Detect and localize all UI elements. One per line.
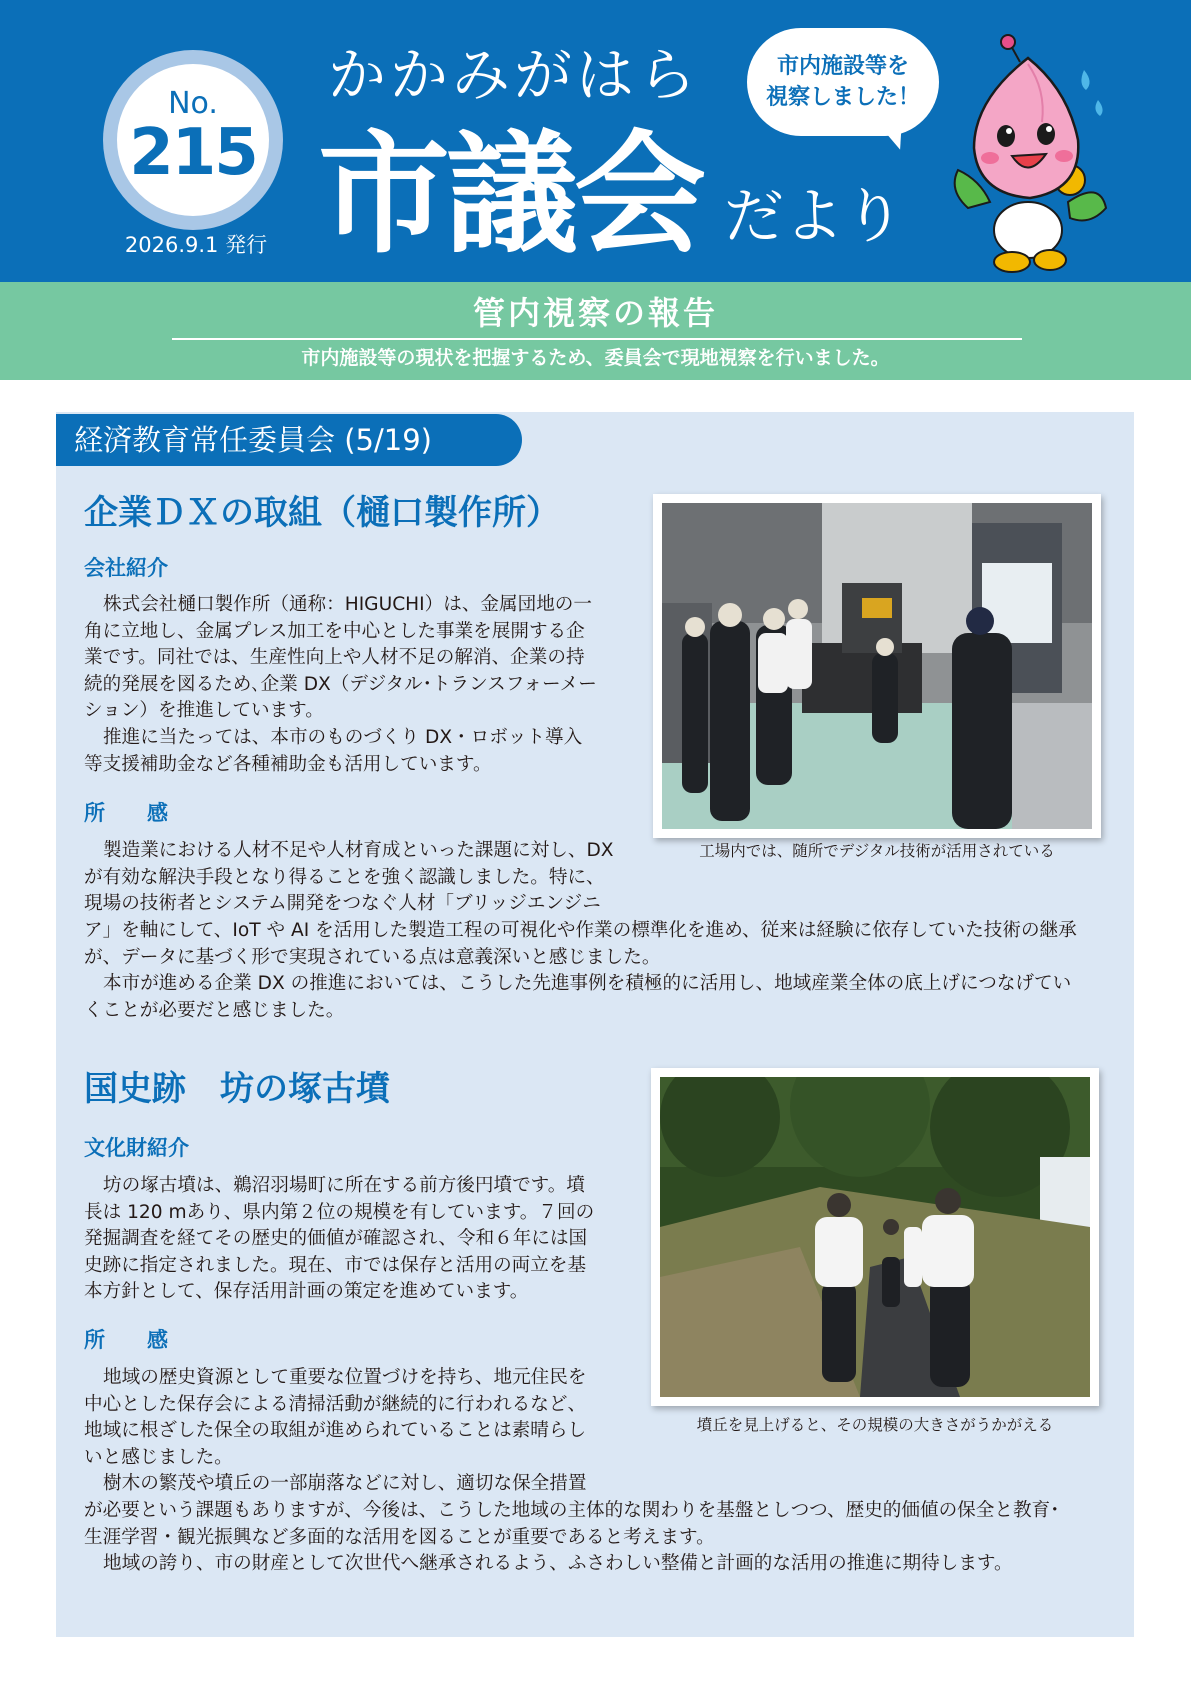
text-line: 製造業における人材不足や人材育成といった課題に対し、DX: [103, 840, 614, 861]
text-line: 等支援補助金など各種補助金も活用しています。: [84, 753, 492, 775]
section1-intro-text: [84, 592, 636, 778]
title-main: 市議会: [318, 118, 702, 272]
kofun-photo: [651, 1068, 1099, 1406]
text-line: 樹木の繁茂や墳丘の一部崩落などに対し、適切な保全措置: [103, 1473, 587, 1495]
issue-badge: [103, 50, 283, 230]
text-line: 長は 120 mあり、県内第２位の規模を有しています。７回の: [84, 1201, 595, 1223]
section2-impression-text-narrow: [84, 1365, 636, 1498]
section2-intro-heading: 文化財紹介: [84, 1136, 189, 1160]
section2-heading: 国史跡 坊の塚古墳: [84, 1069, 390, 1109]
text-line: 中心とした保存会による清掃活動が継続的に行われるなど、: [84, 1393, 587, 1415]
speech-bubble-line: 市内施設等を: [776, 54, 909, 79]
factory-photo: [653, 494, 1101, 838]
text-line: 角に立地し、金属プレス加工を中心とした事業を展開する企: [84, 620, 585, 642]
factory-photo-image: [662, 503, 1092, 829]
text-line: が、データに基づく形で実現されている点は意義深いと感じました。: [84, 946, 661, 968]
masthead: [0, 0, 1191, 282]
text-line: 地域に根ざした保全の取組が進められていることは素晴らし: [84, 1420, 587, 1442]
title-suffix: だより: [724, 182, 904, 252]
text-line: ション）を推進しています。: [84, 700, 324, 722]
banner-divider: [172, 338, 1022, 340]
text-line: 坊の塚古墳は、鵜沼羽場町に所在する前方後円墳です。墳: [103, 1175, 585, 1196]
report-banner: [0, 282, 1191, 380]
text-line: 生涯学習・観光振興など多面的な活用を図ることが重要であると考えます。: [84, 1526, 715, 1548]
text-line: 史跡に指定されました。現在、市では保存と活用の両立を基: [84, 1254, 587, 1276]
text-line: 株式会社樋口製作所（通称：HIGUCHI）は、金属団地の一: [103, 594, 592, 615]
text-line: が有効な解決手段となり得ることを強く認識しました。特に、: [84, 866, 605, 888]
banner-title: 管内視察の報告: [472, 294, 718, 332]
text-line: くことが必要だと感じました。: [84, 999, 345, 1021]
speech-bubble-line: 視察しました！: [765, 85, 920, 110]
title-kana: かかみがはら: [328, 41, 701, 109]
kofun-photo-caption: 墳丘を見上げると、その規模の大きさがうかがえる: [696, 1416, 1054, 1434]
factory-photo-caption: 工場内では、随所でデジタル技術が活用されている: [699, 842, 1055, 860]
section2-impression-text-wide: [84, 1498, 1114, 1578]
text-line: 推進に当たっては、本市のものづくり DX・ロボット導入: [103, 726, 583, 748]
text-line: 本市が進める企業 DX の推進においては、こうした先進事例を積極的に活用し、地域産業全体の底上げにつなげてい: [103, 973, 1072, 995]
section2-impression-heading: 所 感: [84, 1328, 168, 1352]
committee-label: 経済教育常任委員会 (5/19): [56, 414, 522, 466]
section1-impression-text-wide: [84, 918, 1114, 1024]
text-line: 業です。同社では、生産性向上や人材不足の解消、企業の持: [84, 647, 585, 669]
text-line: 現場の技術者とシステム開発をつなぐ人材「ブリッジエンジニ: [84, 893, 601, 915]
kofun-photo-image: [660, 1077, 1090, 1397]
text-line: が必要という課題もありますが、今後は、こうした地域の主体的な関わりを基盤としつつ、歴史的価値の保全と教育･: [84, 1500, 1060, 1521]
section1-impression-heading: 所 感: [84, 801, 168, 825]
speech-bubble: [747, 28, 939, 136]
text-line: 地域の誇り、市の財産として次世代へ継承されるよう、ふさわしい整備と計画的な活用の推進に期待します。: [103, 1553, 1013, 1575]
text-line: 発掘調査を経てその歴史的価値が確認され、令和６年には国: [84, 1228, 588, 1250]
text-line: いと感じました。: [84, 1446, 233, 1468]
section1-heading: 企業ＤＸの取組（樋口製作所）: [84, 493, 560, 533]
issue-label: No.: [168, 86, 218, 121]
publish-date: 2026.9.1 発行: [124, 233, 268, 257]
section1-intro-heading: 会社紹介: [84, 556, 168, 580]
text-line: 地域の歴史資源として重要な位置づけを持ち、地元住民を: [103, 1367, 587, 1388]
text-line: ア」を軸にして、IoT や AI を活用した製造工程の可視化や作業の標準化を進め、従来は経験に依存していた技術の継承: [84, 920, 1077, 941]
section1-impression-text-narrow: [84, 838, 636, 918]
banner-subtitle: 市内施設等の現状を把握するため、委員会で現地視察を行いました。: [301, 347, 890, 369]
text-line: 続的発展を図るため､企業 DX（デジタル･トランスフォーメー: [84, 673, 597, 695]
section2-intro-text: [84, 1173, 636, 1306]
peach-mascot-icon: [950, 30, 1110, 278]
issue-badge-inner: [117, 64, 269, 216]
issue-number: 215: [129, 116, 257, 190]
text-line: 本方針として、保存活用計画の策定を進めています。: [84, 1281, 529, 1303]
